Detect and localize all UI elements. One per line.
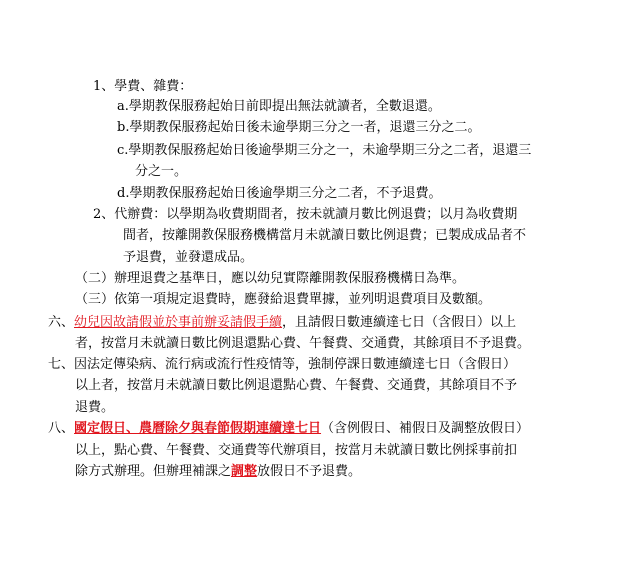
refund-rule-a: a.學期教保服務起始日前即提出無法就讀者，全數退還。 (117, 99, 441, 114)
item-6-highlight: 幼兒因故請假並於事前辦妥請假手續 (74, 315, 283, 330)
item-8-adjust-highlight: 調整 (231, 464, 258, 479)
item-7-text: 因法定傳染病、流行病或流行性疫情等，強制停課日數連續達七日（含假日） (74, 357, 517, 372)
item-6-number: 六、 (48, 315, 75, 330)
item-8-line3-tail: 放假日不予退費。 (257, 464, 362, 479)
item-6-line1 (48, 313, 516, 333)
item-8-text: （含例假日、補假日及調整放假日） (321, 421, 530, 436)
item-8-line3-text: 除方式辦理。但辦理補課之 (75, 464, 232, 479)
agency-fee-line2: 間者，按離開教保服務機構當月未就讀日數比例退費；已製成成品者不 (123, 228, 527, 243)
item-8-line2: 以上，點心費、午餐費、交通費等代辦項目，按當月未就讀日數比例採事前扣 (75, 443, 518, 458)
refund-rule-d: d.學期教保服務起始日後逾學期三分之二者，不予退費。 (117, 186, 442, 201)
item-8-number: 八、 (48, 421, 75, 436)
refund-rule-c-line1: c.學期教保服務起始日後逾學期三分之一，未逾學期三分之二者，退還三 (117, 143, 532, 158)
agency-fee-line3: 予退費，並發還成品。 (123, 250, 254, 265)
item-7-line2: 以上者，按當月未就讀日數比例退還點心費、午餐費、交通費，其餘項目不予 (75, 378, 518, 393)
clause-3-receipt: （三）依第一項規定退費時，應發給退費單據，並列明退費項目及數額。 (75, 292, 492, 307)
item-7-line3: 退費。 (75, 400, 115, 415)
item-8-highlight: 國定假日、農曆除夕與春節假期連續達七日 (74, 421, 322, 436)
refund-rule-c-line2: 分之一。 (135, 164, 188, 179)
refund-rule-b: b.學期教保服務起始日後未逾學期三分之一者，退還三分之二。 (117, 120, 481, 135)
agency-fee-line1: 2、代辦費：以學期為收費期間者，按未就讀月數比例退費；以月為收費期 (93, 207, 518, 222)
item-6-line2: 者，按當月未就讀日數比例退還點心費、午餐費、交通費，其餘項目不予退費。 (75, 336, 531, 351)
item-8-line3 (75, 462, 361, 482)
clause-2-base-date: （二）辦理退費之基準日，應以幼兒實際離開教保服務機構日為準。 (75, 271, 466, 286)
item-7-line1 (48, 355, 516, 375)
item-6-text: ，且請假日數連續達七日（含假日）以上 (282, 315, 517, 330)
item-7-number: 七、 (48, 357, 75, 372)
refund-tuition-heading: 1、學費、雜費： (93, 79, 193, 94)
item-8-line1 (48, 419, 529, 439)
